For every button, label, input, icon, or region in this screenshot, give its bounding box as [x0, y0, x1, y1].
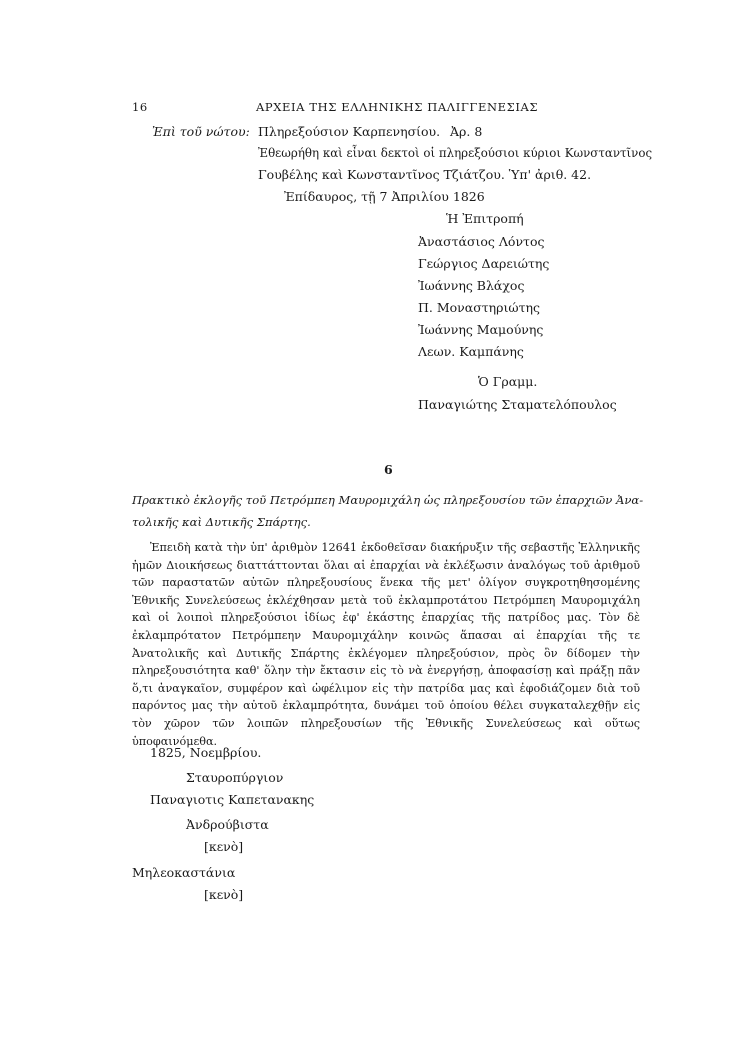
- document-title-line2: τολικῆς καὶ Δυτικῆς Σπάρτης.: [132, 515, 311, 529]
- signatory: Λεων. Καμπάνης: [418, 344, 524, 359]
- document-title-line1: Πρακτικὸ ἐκλογῆς τοῦ Πετρόμπεη Μαυρομιχάλη ὡς πληρεξουσίου τῶν ἐπαρχιῶν Ἀνα-: [132, 493, 644, 507]
- signatory: Ἰωάννης Μαμούνης: [418, 322, 544, 337]
- page-number: 16: [132, 100, 148, 114]
- signer-kapetanakis: Παναγιοτις Καπετανακης: [150, 792, 315, 807]
- signatory: Γεώργιος Δαρειώτης: [418, 256, 550, 271]
- place-androuvista: Ἀνδρούβιστα: [186, 817, 269, 832]
- blank-signature: [κενὸ]: [204, 887, 244, 902]
- secretary-name: Παναγιώτης Σταματελόπουλος: [418, 397, 617, 412]
- place-date: Ἐπίδαυρος, τῇ 7 Ἀπριλίου 1826: [284, 189, 485, 204]
- running-title: ΑΡΧΕΙΑ ΤΗΣ ΕΛΛΗΝΙΚΗΣ ΠΑΛΙΓΓΕΝΕΣΙΑΣ: [256, 100, 539, 114]
- endorsement-note-line2: Γουβέλης καὶ Κωνσταντῖνος Τζιάτζου. Ὑπ' ἀριθ. 42.: [258, 167, 592, 182]
- document-body: Ἐπειδὴ κατὰ τὴν ὑπ' ἀριθμὸν 12641 ἐκδοθεῖσαν διακήρυξιν τῆς σεβαστῆς Ἑλληνικῆς ἡμῶν Διοικήσεως διαττάττονται ὅλαι αἱ ἐπαρχίαι νὰ ἐκλέξωσιν ἀναλόγως τοῦ ἀριθμοῦ τῶν παραστατῶν αὐτῶν πληρεξουσίους ἕνεκα τῆς μετ' ὀλίγον συγκροτηθησομένης Ἐθνικῆς Συνελεύσεως ἐκλέχθησαν μετὰ τοῦ ἐκλαμπροτάτου Πετρόμπεη Μαυρομιχάλη καὶ οἱ λοιποὶ πληρεξούσιοι ἰδίως ἐφ' ἑκάστης ἐπαρχίας τῆς πατρίδος μας. Τὸν δὲ ἐκλαμπρότατον Πετρόμπεην Μαυρομιχάλην κοινῶς ἅπασαι αἱ ἐπαρχίαι τῆς τε Ἀνατολικῆς καὶ Δυτικῆς Σπάρτης ἐκλέγομεν πληρεξούσιον, πρὸς ὃν δίδομεν τὴν πληρεξουσιότητα καθ' ὅλην τὴν ἔκτασιν εἰς τὸ νὰ ἐνεργήσῃ, ἀποφασίσῃ καὶ πράξῃ πᾶν ὅ,τι ἀναγκαῖον, συμφέρον καὶ ὠφέλιμον εἰς τὴν πατρίδα μας καὶ ἐφοδιάζομεν διὰ τοῦ παρόντος μας τὴν αὐτοῦ ἐκλαμπρότητα, δυνάμει τοῦ ὁποίου θέλει συγκαταλεχθῇν εἰς τὸν χῶρον τῶν λοιπῶν πληρεξουσίων τῆς Ἐθνικῆς Συνελεύσεως καὶ οὕτως ὑποφαινόμεθα.: [132, 541, 640, 748]
- endorsement-label: Ἐπὶ τοῦ νώτου:: [152, 124, 250, 139]
- document-number: 6: [384, 462, 393, 477]
- place-stavropyrgion: Σταυροπύργιον: [186, 770, 284, 785]
- place-mileokastania: Μηλεοκαστάνια: [132, 865, 236, 880]
- endorsement-text: Πληρεξούσιον Καρπενησίου.: [258, 124, 441, 139]
- endorsement-note-line1: Ἐθεωρήθη καὶ εἶναι δεκτοὶ οἱ πληρεξούσιοι κύριοι Κωνσταντῖνος: [258, 146, 653, 160]
- secretary-title: Ὁ Γραμμ.: [478, 374, 538, 389]
- signatory: Π. Μοναστηριώτης: [418, 300, 540, 315]
- endorsement-number: Ἀρ. 8: [450, 124, 483, 139]
- document-date: 1825, Νοεμβρίου.: [150, 745, 262, 760]
- signatory: Ἰωάννης Βλάχος: [418, 278, 525, 293]
- signatory: Ἀναστάσιος Λόντος: [418, 234, 545, 249]
- blank-signature: [κενὸ]: [204, 839, 244, 854]
- committee-label: Ἡ Ἐπιτροπή: [446, 211, 524, 226]
